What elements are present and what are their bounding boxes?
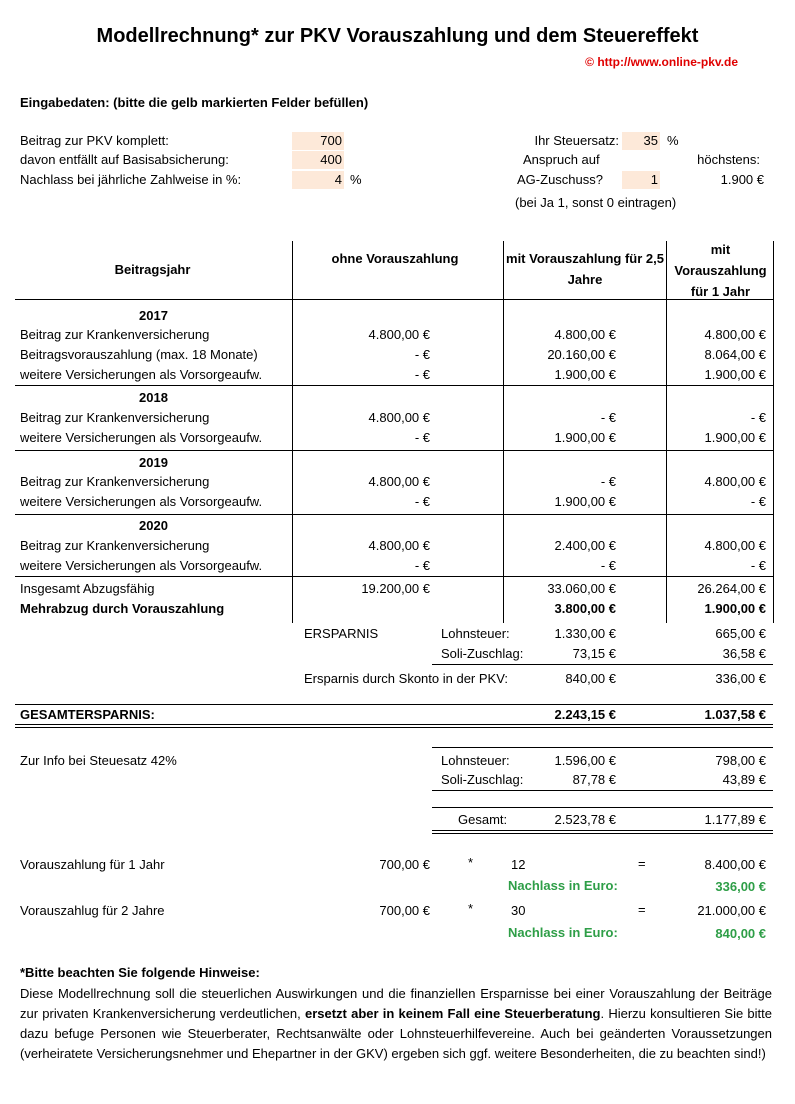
info-lohnsteuer-25: 1.596,00 € bbox=[554, 753, 616, 768]
cell-1: 1.900,00 € bbox=[704, 367, 766, 382]
info-lohnsteuer-label: Lohnsteuer: bbox=[441, 753, 510, 768]
prepay-1-label: Vorauszahlung für 1 Jahr bbox=[20, 857, 165, 872]
prepay-2-label: Vorauszahlug für 2 Jahre bbox=[20, 903, 165, 918]
info-lohnsteuer-1: 798,00 € bbox=[715, 753, 766, 768]
nachlass-unit: % bbox=[350, 172, 362, 187]
notes-bold: ersetzt aber in keinem Fall eine Steuerberatung bbox=[304, 1006, 601, 1021]
cell-1: 4.800,00 € bbox=[704, 538, 766, 553]
prepay-1-amount: 700,00 € bbox=[379, 857, 430, 872]
row-label: weitere Versicherungen als Vorsorgeaufw. bbox=[20, 558, 263, 573]
skonto-1: 336,00 € bbox=[715, 671, 766, 686]
row-label: weitere Versicherungen als Vorsorgeaufw. bbox=[20, 430, 263, 445]
prepay-2-months: 30 bbox=[511, 903, 526, 918]
divider bbox=[773, 241, 774, 623]
ag-label-line1: Anspruch auf bbox=[523, 152, 600, 167]
page-title: Modellrechnung* zur PKV Vorauszahlung und dem Steuereffekt bbox=[96, 25, 699, 47]
year-2020: 2020 bbox=[139, 518, 168, 533]
cell-1: - € bbox=[750, 494, 766, 509]
info-soli-label: Soli-Zuschlag: bbox=[441, 772, 524, 787]
soli-25: 73,15 € bbox=[572, 646, 616, 661]
soli-1: 36,58 € bbox=[722, 646, 766, 661]
prepay-1-nachlass: 336,00 € bbox=[715, 879, 766, 894]
ersparnis-label: ERSPARNIS bbox=[304, 626, 379, 641]
equals-sign: = bbox=[638, 856, 646, 871]
cell-25: - € bbox=[600, 558, 616, 573]
divider bbox=[503, 241, 504, 623]
ag-hint: (bei Ja 1, sonst 0 eintragen) bbox=[515, 195, 677, 210]
prepay-1-nachlass-label: Nachlass in Euro: bbox=[508, 878, 618, 893]
divider bbox=[292, 241, 293, 623]
divider bbox=[15, 727, 773, 728]
info-gesamt-label: Gesamt: bbox=[458, 812, 508, 827]
gesamtersparnis-25: 2.243,15 € bbox=[554, 707, 616, 722]
multiply-sign: * bbox=[468, 855, 474, 870]
mehrabzug-label: Mehrabzug durch Vorauszahlung bbox=[20, 601, 225, 616]
divider bbox=[666, 241, 667, 623]
cell-25: - € bbox=[600, 410, 616, 425]
nachlass-input[interactable]: 4 bbox=[292, 171, 344, 189]
cell-ohne: 4.800,00 € bbox=[368, 410, 430, 425]
steuersatz-input[interactable]: 35 bbox=[622, 132, 660, 150]
cell-1: - € bbox=[750, 410, 766, 425]
cell-25: 1.900,00 € bbox=[554, 430, 616, 445]
cell-25: 2.400,00 € bbox=[554, 538, 616, 553]
notes-text-2: . Hierzu konsultieren Sie bitte dazu befuge Personen wie Steuerberater, Rechtsanwälte oder Lohnsteuerhilfevereine. Auch bei geänderten Voraussetzungen (verheiratete Versicherungsnehmer und Ehepartner in der GKV) ergeben sich ggf. weitere Besonderheiten, die zu beachten sind!) bbox=[20, 1006, 772, 1061]
equals-sign: = bbox=[638, 902, 646, 917]
cell-ohne: - € bbox=[414, 367, 430, 382]
lohnsteuer-label: Lohnsteuer: bbox=[441, 626, 510, 641]
beitrag-input[interactable]: 700 bbox=[292, 132, 344, 150]
divider bbox=[15, 704, 773, 705]
info-gesamt-25: 2.523,78 € bbox=[554, 812, 616, 827]
nachlass-label: Nachlass bei jährliche Zahlweise in %: bbox=[20, 172, 242, 187]
notes-paragraph bbox=[20, 984, 772, 1064]
gesamtersparnis-label: GESAMTERSPARNIS: bbox=[20, 707, 155, 722]
col-vorauszahlung-1: mit Vorauszahlung für 1 Jahr bbox=[674, 242, 767, 299]
cell-ohne: 4.800,00 € bbox=[368, 327, 430, 342]
prepay-1-result: 8.400,00 € bbox=[704, 857, 766, 872]
prepay-2-amount: 700,00 € bbox=[379, 903, 430, 918]
steuersatz-label: Ihr Steuersatz: bbox=[534, 133, 619, 148]
divider bbox=[432, 664, 773, 665]
row-label: Beitrag zur Krankenversicherung bbox=[20, 538, 210, 553]
cell-ohne: - € bbox=[414, 430, 430, 445]
info-soli-1: 43,89 € bbox=[722, 772, 766, 787]
divider bbox=[15, 514, 773, 515]
row-label: Beitragsvorauszahlung (max. 18 Monate) bbox=[20, 347, 258, 362]
hoechstens-label: höchstens: bbox=[697, 152, 760, 167]
notes-text-1: Diese Modellrechnung soll die steuerlichen Auswirkungen und die finanziellen Ersparnisse bei einer Vorauszahlung der Beiträge zur privaten Krankenversicherung verdeutlichen, bbox=[20, 986, 772, 1021]
skonto-label: Ersparnis durch Skonto in der PKV: bbox=[304, 671, 509, 686]
lohnsteuer-25: 1.330,00 € bbox=[554, 626, 616, 641]
skonto-25: 840,00 € bbox=[565, 671, 616, 686]
row-label: Beitrag zur Krankenversicherung bbox=[20, 410, 210, 425]
row-label: Beitrag zur Krankenversicherung bbox=[20, 474, 210, 489]
soli-label: Soli-Zuschlag: bbox=[441, 646, 524, 661]
total-label: Insgesamt Abzugsfähig bbox=[20, 581, 155, 596]
inputs-heading: Eingabedaten: (bitte die gelb markierten Felder befüllen) bbox=[20, 95, 369, 110]
beitrag-label: Beitrag zur PKV komplett: bbox=[20, 133, 169, 148]
mehrabzug-25: 3.800,00 € bbox=[554, 601, 616, 616]
year-2017: 2017 bbox=[139, 308, 168, 323]
prepay-2-result: 21.000,00 € bbox=[697, 903, 766, 918]
cell-25: 1.900,00 € bbox=[554, 367, 616, 382]
prepay-2-nachlass: 840,00 € bbox=[715, 926, 766, 941]
ag-zuschuss-input[interactable]: 1 bbox=[622, 171, 660, 189]
divider bbox=[432, 807, 773, 808]
divider bbox=[432, 747, 773, 748]
year-2019: 2019 bbox=[139, 455, 168, 470]
mehrabzug-1: 1.900,00 € bbox=[704, 601, 766, 616]
divider bbox=[15, 450, 773, 451]
row-label: weitere Versicherungen als Vorsorgeaufw. bbox=[20, 494, 263, 509]
year-2018: 2018 bbox=[139, 390, 168, 405]
prepay-1-months: 12 bbox=[511, 857, 526, 872]
basis-label: davon entfällt auf Basisabsicherung: bbox=[20, 152, 229, 167]
lohnsteuer-1: 665,00 € bbox=[715, 626, 766, 641]
total-1: 26.264,00 € bbox=[697, 581, 766, 596]
divider bbox=[15, 576, 773, 577]
cell-1: 8.064,00 € bbox=[704, 347, 766, 362]
hoechstens-value: 1.900 € bbox=[720, 172, 764, 187]
prepay-2-nachlass-label: Nachlass in Euro: bbox=[508, 925, 618, 940]
cell-ohne: - € bbox=[414, 558, 430, 573]
notes-heading: *Bitte beachten Sie folgende Hinweise: bbox=[20, 965, 260, 980]
info-gesamt-1: 1.177,89 € bbox=[704, 812, 766, 827]
info-label: Zur Info bei Steuesatz 42% bbox=[20, 753, 177, 768]
cell-ohne: - € bbox=[414, 494, 430, 509]
info-soli-25: 87,78 € bbox=[572, 772, 616, 787]
cell-ohne: - € bbox=[414, 347, 430, 362]
cell-1: 4.800,00 € bbox=[704, 327, 766, 342]
copyright-link[interactable]: © http://www.online-pkv.de bbox=[585, 55, 738, 69]
cell-ohne: 4.800,00 € bbox=[368, 474, 430, 489]
gesamtersparnis-1: 1.037,58 € bbox=[704, 707, 766, 722]
cell-ohne: 4.800,00 € bbox=[368, 538, 430, 553]
cell-25: 20.160,00 € bbox=[547, 347, 616, 362]
cell-25: - € bbox=[600, 474, 616, 489]
ag-label-line2: AG-Zuschuss? bbox=[517, 172, 603, 187]
cell-1: 4.800,00 € bbox=[704, 474, 766, 489]
steuersatz-unit: % bbox=[667, 133, 679, 148]
cell-25: 1.900,00 € bbox=[554, 494, 616, 509]
row-label: weitere Versicherungen als Vorsorgeaufw. bbox=[20, 367, 263, 382]
divider bbox=[432, 830, 773, 831]
col-beitragsjahr: Beitragsjahr bbox=[114, 262, 191, 277]
divider bbox=[15, 724, 773, 725]
row-label: Beitrag zur Krankenversicherung bbox=[20, 327, 210, 342]
divider bbox=[432, 833, 773, 834]
total-ohne: 19.200,00 € bbox=[361, 581, 430, 596]
divider bbox=[15, 385, 773, 386]
divider bbox=[432, 790, 773, 791]
cell-1: - € bbox=[750, 558, 766, 573]
col-vorauszahlung-25: mit Vorauszahlung für 2,5 Jahre bbox=[506, 251, 664, 287]
basis-input[interactable]: 400 bbox=[292, 151, 344, 169]
col-ohne-vorauszahlung: ohne Vorauszahlung bbox=[331, 251, 459, 266]
total-25: 33.060,00 € bbox=[547, 581, 616, 596]
cell-1: 1.900,00 € bbox=[704, 430, 766, 445]
multiply-sign: * bbox=[468, 901, 474, 916]
divider bbox=[15, 299, 773, 300]
cell-25: 4.800,00 € bbox=[554, 327, 616, 342]
